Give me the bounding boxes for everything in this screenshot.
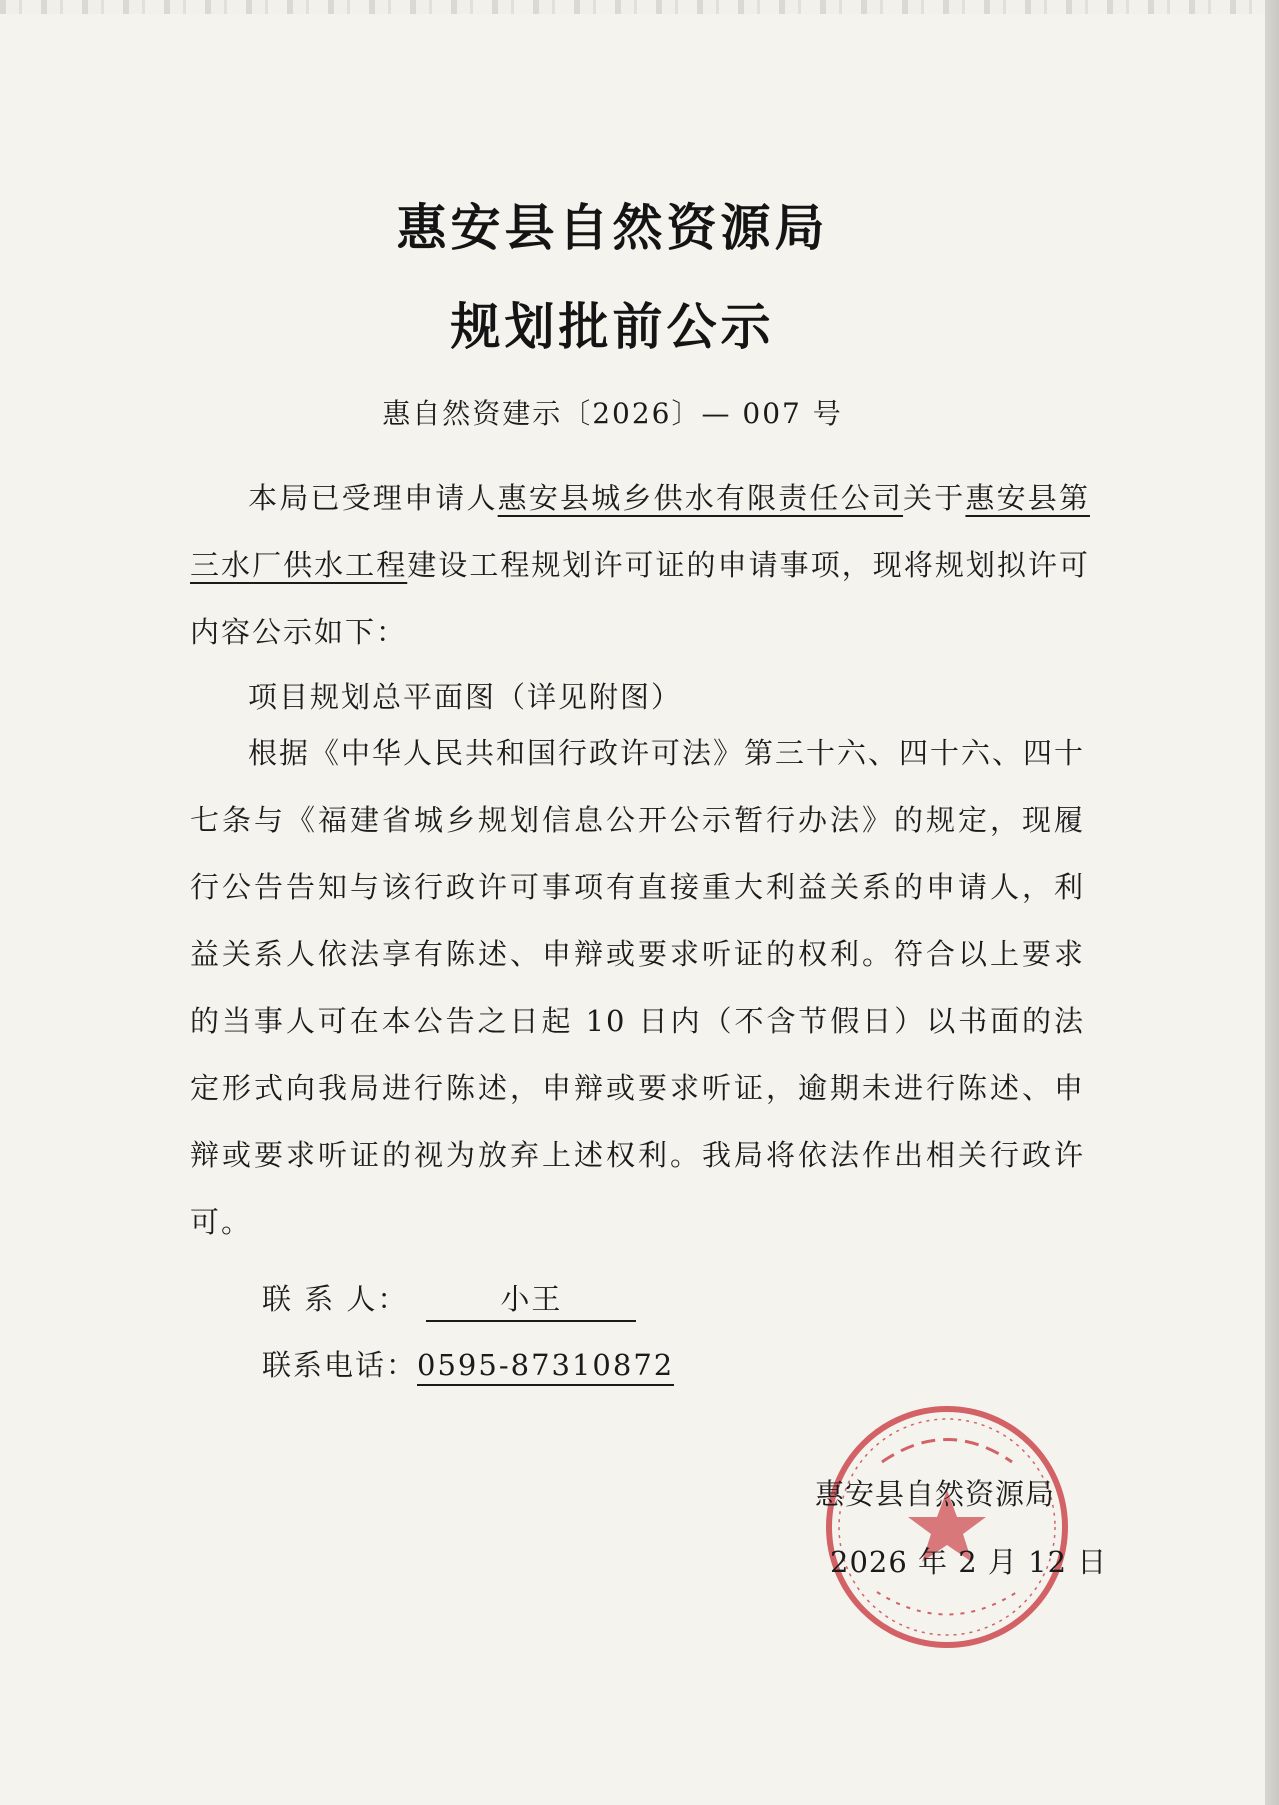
intro-rest: 建设工程规划许可证的申请事项，现将规划拟许可内容公示如下： bbox=[190, 548, 1090, 649]
intro-text: 本局已受理申请人 bbox=[248, 481, 498, 515]
paragraph-legal bbox=[190, 720, 1085, 1256]
signature-date: 2026 年 2 月 12 日 bbox=[830, 1545, 1108, 1579]
project-name: 惠安县第三水厂供水工程 bbox=[190, 481, 1090, 582]
contact-phone-row bbox=[262, 1343, 674, 1384]
contact-person-label: 联 系 人： bbox=[262, 1282, 409, 1316]
legal-text: 根据《中华人民共和国行政许可法》第三十六、四十六、四十七条与《福建省城乡规划信息公开公示暂行办法》的规定，现履行公告告知与该行政许可事项有直接重大利益关系的申请人，利益关系人依法享有陈述、申辩或要求听证的权利。符合以上要求的当事人可在本公告之日起 10 日内（不含节假日）以书面的法定形式向我局进行陈述，申辩或要求听证，逾期未进行陈述、申辩或要求听证的视为放弃上述权利。我局将依法作出相关行政许可。 bbox=[190, 736, 1086, 1239]
contact-phone-label: 联系电话： bbox=[262, 1348, 418, 1382]
scan-right-edge bbox=[1265, 0, 1279, 1805]
paragraph-intro bbox=[190, 465, 1090, 666]
page-title: 惠安县自然资源局 bbox=[396, 199, 829, 257]
page-subtitle: 规划批前公示 bbox=[450, 298, 775, 356]
official-seal bbox=[822, 1402, 1072, 1652]
applicant-name: 惠安县城乡供水有限责任公司 bbox=[497, 481, 904, 515]
contact-person-value: 小王 bbox=[426, 1277, 636, 1322]
contact-person-row bbox=[262, 1277, 636, 1322]
signature-org: 惠安县自然资源局 bbox=[815, 1477, 1056, 1511]
scan-edge bbox=[0, 0, 1265, 14]
about-text: 关于 bbox=[903, 481, 966, 515]
contact-phone-value: 0595-87310872 bbox=[417, 1348, 674, 1386]
attachment-text: 项目规划总平面图（详见附图） bbox=[248, 680, 683, 714]
document-number: 惠自然资建示〔2026〕— 007 号 bbox=[382, 397, 843, 430]
